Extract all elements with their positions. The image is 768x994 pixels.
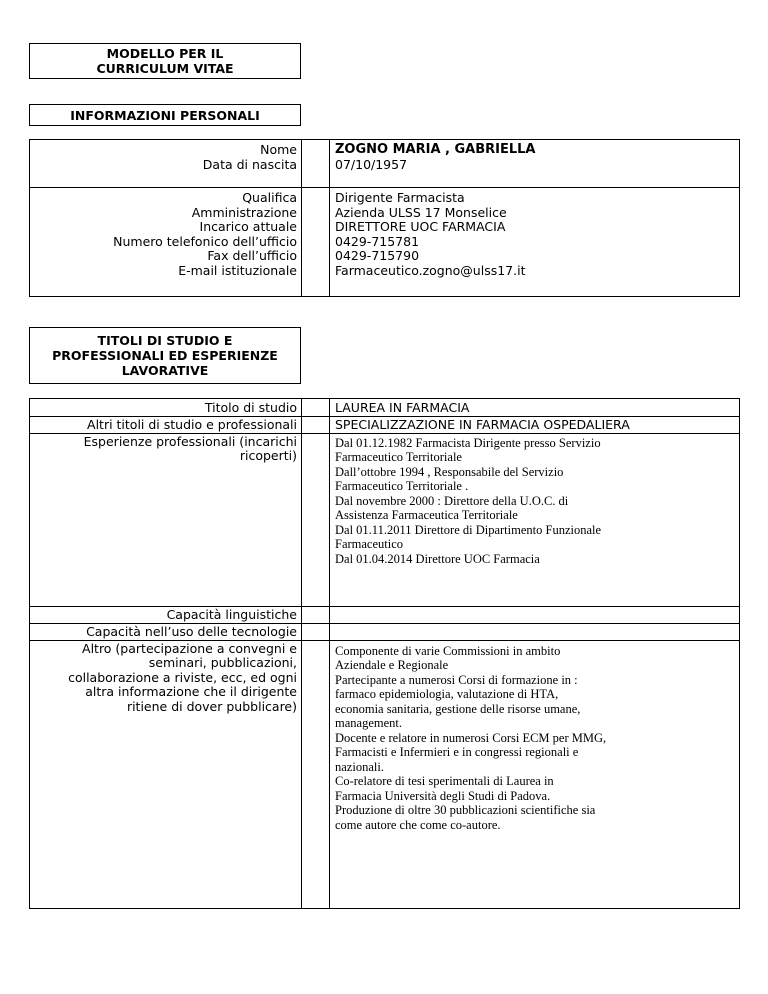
experience-line: Farmaceutico Territoriale .: [335, 479, 469, 493]
other-line: Farmacia Università degli Studi di Padova.: [335, 788, 551, 803]
experience-label-line-2: ricoperti): [239, 448, 297, 463]
job-labels: [30, 188, 302, 297]
other-label-line: ritiene di dover pubblicare): [126, 698, 297, 714]
birth-date-value: 07/10/1957: [335, 156, 408, 172]
name-label: Nome: [260, 142, 297, 157]
amministrazione-label: Amministrazione: [191, 204, 297, 220]
cv-model-title: [29, 43, 301, 79]
other-line: farmaco epidemiologia, valutazione di HTA,: [335, 687, 559, 701]
other-line: Partecipante a numerosi Corsi di formazione in :: [335, 672, 578, 687]
personal-info-section-label: INFORMAZIONI PERSONALI: [70, 108, 260, 123]
table-row: [30, 433, 740, 606]
cv-model-title-line-2: CURRICULUM VITAE: [96, 61, 234, 76]
other-line: economia sanitaria, gestione delle risorse umane,: [335, 701, 581, 716]
experience-line: Dal 01.11.2011 Direttore di Dipartimento Funzionale: [335, 522, 602, 537]
other-line: Farmacisti e Infermieri e in congressi regionali e: [335, 745, 579, 759]
phone-label: Numero telefonico dell’ufficio: [113, 233, 297, 249]
education-table: [29, 398, 740, 909]
experience-line: Dal 01.04.2014 Direttore UOC Farmacia: [335, 551, 540, 566]
tech-label: Capacità nell’uso delle tecnologie: [30, 623, 302, 640]
job-values: [330, 188, 740, 297]
other-line: nazionali.: [335, 759, 384, 774]
fax-label: Fax dell’ufficio: [207, 248, 297, 263]
spacer-cell: [302, 416, 330, 433]
other-line: management.: [335, 716, 402, 730]
spacer-cell: [302, 606, 330, 623]
experience-line: Dal novembre 2000 : Direttore della U.O.C. di: [335, 493, 569, 508]
qualifica-label: Qualifica: [242, 190, 297, 205]
languages-value: [330, 606, 740, 623]
table-row: [30, 623, 740, 640]
experience-line: Farmaceutico: [335, 537, 404, 551]
birth-date-label: Data di nascita: [202, 156, 297, 172]
table-row: [30, 416, 740, 433]
fax-value: 0429-715790: [335, 248, 420, 263]
amministrazione-value: Azienda ULSS 17 Monselice: [335, 204, 507, 220]
email-value: Farmaceutico.zogno@ulss17.it: [335, 262, 526, 278]
other-value: [330, 640, 740, 908]
other-label-line: collaborazione a riviste, ecc, ed ogni: [68, 669, 297, 685]
degree-label: Titolo di studio: [30, 399, 302, 417]
table-row: [30, 140, 740, 188]
table-row: [30, 640, 740, 908]
incarico-value: DIRETTORE UOC FARMACIA: [335, 219, 506, 234]
education-section-line-3: LAVORATIVE: [121, 363, 209, 378]
experience-label: [30, 433, 302, 606]
personal-info-table: [29, 139, 740, 297]
incarico-label: Incarico attuale: [199, 219, 297, 234]
spacer-cell: [302, 433, 330, 606]
name-birth-labels: [30, 140, 302, 188]
cv-model-title-line-1: MODELLO PER IL: [106, 46, 224, 61]
experience-value: [330, 433, 740, 606]
other-label-line: Altro (partecipazione a convegni e: [82, 640, 297, 656]
experience-line: Dal 01.12.1982 Farmacista Dirigente presso Servizio: [335, 435, 601, 450]
experience-label-line-1: Esperienze professionali (incarichi: [83, 433, 297, 449]
other-label-line: altra informazione che il dirigente: [85, 684, 297, 699]
other-line: come autore che come co-autore.: [335, 817, 501, 832]
education-section-line-2: PROFESSIONALI ED ESPERIENZE: [52, 348, 278, 363]
other-line: Componente di varie Commissioni in ambito: [335, 643, 561, 658]
other-titles-label: Altri titoli di studio e professionali: [30, 416, 302, 433]
experience-line: Dall’ottobre 1994 , Responsabile del Servizio: [335, 464, 564, 479]
degree-value: LAUREA IN FARMACIA: [330, 399, 740, 417]
email-label: E-mail istituzionale: [178, 262, 297, 278]
experience-line: Farmaceutico Territoriale: [335, 450, 462, 464]
spacer-cell: [302, 140, 330, 188]
phone-value: 0429-715781: [335, 233, 420, 249]
name-value: ZOGNO MARIA , GABRIELLA: [335, 142, 536, 157]
table-row: [30, 399, 740, 417]
other-titles-value: SPECIALIZZAZIONE IN FARMACIA OSPEDALIERA: [330, 416, 740, 433]
tech-value: [330, 623, 740, 640]
spacer-cell: [302, 188, 330, 297]
languages-label: Capacità linguistiche: [30, 606, 302, 623]
other-line: Aziendale e Regionale: [335, 658, 449, 672]
education-section-title: [29, 327, 301, 384]
other-label: [30, 640, 302, 908]
other-line: Produzione di oltre 30 pubblicazioni scientifiche sia: [335, 803, 596, 817]
table-row: [30, 188, 740, 297]
education-section-line-1: TITOLI DI STUDIO E: [97, 333, 233, 348]
qualifica-value: Dirigente Farmacista: [335, 190, 465, 205]
spacer-cell: [302, 399, 330, 417]
name-birth-values: [330, 140, 740, 188]
other-line: Docente e relatore in numerosi Corsi ECM per MMG,: [335, 730, 607, 745]
personal-info-section-title: [29, 104, 301, 126]
other-label-line: seminari, pubblicazioni,: [148, 655, 297, 670]
table-row: [30, 606, 740, 623]
spacer-cell: [302, 640, 330, 908]
experience-line: Assistenza Farmaceutica Territoriale: [335, 508, 518, 522]
spacer-cell: [302, 623, 330, 640]
other-line: Co-relatore di tesi sperimentali di Laurea in: [335, 774, 554, 788]
